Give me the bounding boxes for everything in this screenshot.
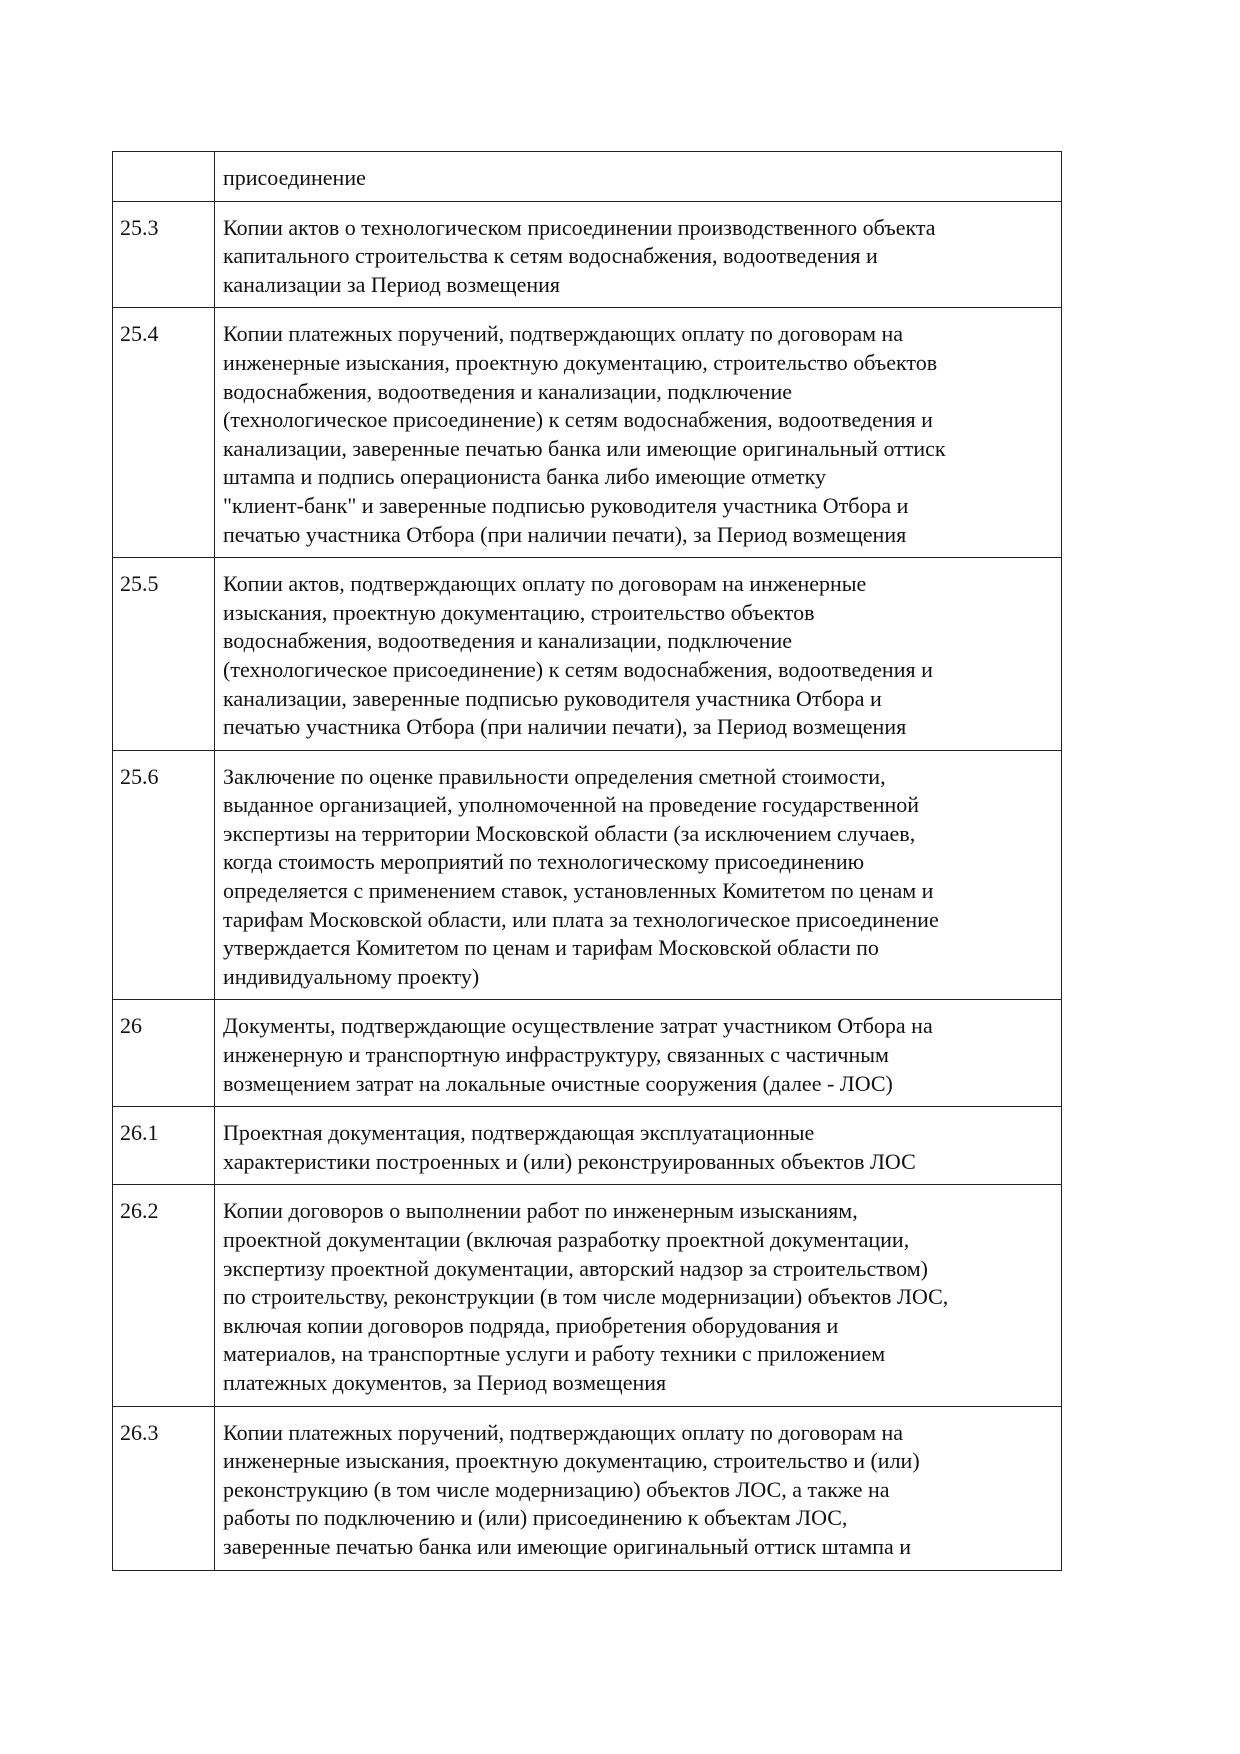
row-description: Копии договоров о выполнении работ по инженерным изысканиям, проектной документации (включая разработку проектной документации, экспертизу проектной документации, авторский надзор за строительством) по строительству, реконструкции (в том числе модернизации) объектов ЛОС, включая копии договоров подряда, приобретения оборудования и материалов, на транспортные услуги и работу техники с приложением платежных документов, за Период возмещения: [215, 1185, 1062, 1406]
table-row: [113, 1107, 1062, 1185]
row-description: Заключение по оценке правильности определения сметной стоимости, выданное организацией, уполномоченной на проведение государственной экспертизы на территории Московской области (за исключением случаев, когда стоимость мероприятий по технологическому присоединению определяется с применением ставок, установленных Комитетом по ценам и тарифам Московской области, или плата за технологическое присоединение утверждается Комитетом по ценам и тарифам Московской области по индивидуальному проекту): [215, 750, 1062, 1000]
documents-table: [112, 151, 1062, 1571]
row-number: 26.3: [113, 1406, 215, 1570]
table-row: [113, 1185, 1062, 1406]
row-number: 25.4: [113, 308, 215, 558]
table-row: [113, 558, 1062, 751]
row-number: 26.2: [113, 1185, 215, 1406]
row-number: 25.6: [113, 750, 215, 1000]
table-row: [113, 152, 1062, 202]
row-description: Копии актов, подтверждающих оплату по договорам на инженерные изыскания, проектную документацию, строительство объектов водоснабжения, водоотведения и канализации, подключение (технологическое присоединение) к сетям водоснабжения, водоотведения и канализации, заверенные подписью руководителя участника Отбора и печатью участника Отбора (при наличии печати), за Период возмещения: [215, 558, 1062, 751]
table-row: [113, 1406, 1062, 1570]
table-row: [113, 201, 1062, 308]
row-description: Проектная документация, подтверждающая эксплуатационные характеристики построенных и (или) реконструированных объектов ЛОС: [215, 1107, 1062, 1185]
row-number: 25.5: [113, 558, 215, 751]
row-number: 26: [113, 1000, 215, 1107]
row-number: 25.3: [113, 201, 215, 308]
row-description: Документы, подтверждающие осуществление затрат участником Отбора на инженерную и транспортную инфраструктуру, связанных с частичным возмещением затрат на локальные очистные сооружения (далее - ЛОС): [215, 1000, 1062, 1107]
table-row: [113, 308, 1062, 558]
table-row: [113, 1000, 1062, 1107]
table-row: [113, 750, 1062, 1000]
row-number: [113, 152, 215, 202]
row-description: Копии актов о технологическом присоединении производственного объекта капитального строительства к сетям водоснабжения, водоотведения и канализации за Период возмещения: [215, 201, 1062, 308]
row-description: присоединение: [215, 152, 1062, 202]
row-description: Копии платежных поручений, подтверждающих оплату по договорам на инженерные изыскания, проектную документацию, строительство и (или) реконструкцию (в том числе модернизацию) объектов ЛОС, а также на работы по подключению и (или) присоединению к объектам ЛОС, заверенные печатью банка или имеющие оригинальный оттиск штампа и: [215, 1406, 1062, 1570]
row-description: Копии платежных поручений, подтверждающих оплату по договорам на инженерные изыскания, проектную документацию, строительство объектов водоснабжения, водоотведения и канализации, подключение (технологическое присоединение) к сетям водоснабжения, водоотведения и канализации, заверенные печатью банка или имеющие оригинальный оттиск штампа и подпись операциониста банка либо имеющие отметку "клиент-банк" и заверенные подписью руководителя участника Отбора и печатью участника Отбора (при наличии печати), за Период возмещения: [215, 308, 1062, 558]
row-number: 26.1: [113, 1107, 215, 1185]
